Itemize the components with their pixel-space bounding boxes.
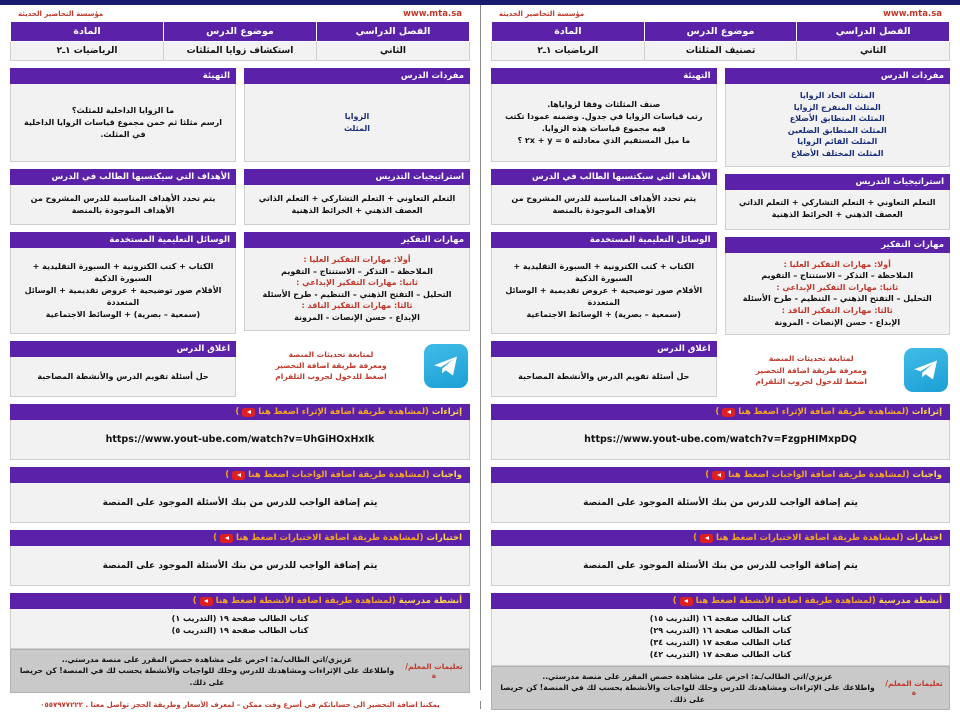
section-tests [491,530,950,586]
list-item: كتاب الطالب صفحة ١٩ (التدريب ١) [171,614,309,623]
enrichment-video-url[interactable]: https://www.yout-ube.com/watch?v=FzgpHIMxpDQ [584,434,857,445]
panel-content-strategies [244,185,470,225]
brand-website[interactable]: www.mta.sa [403,9,462,19]
paren-close: ) [235,407,240,417]
section-header-enrichment[interactable] [10,404,470,420]
panel-teaching-aids [491,232,717,334]
thinking-items: الملاحظة – التذكر – الاستنتاج – التقويم [761,271,914,281]
aids-line: الأقلام صور توضيحية + عروض تقديمية + الوسائل المتعددة [505,285,703,307]
brand-organization: مؤسسة التحاضير الحديثة [18,10,104,18]
section-title-homework: واجبات [432,470,462,480]
section-subtitle-tests: (لمشاهدة طريقة اضافة الاختبارات اضغط هنا [716,533,904,543]
paren-close: ) [672,596,677,606]
paren-close: ) [705,470,710,480]
list-item: المثلث الحاد الزوايا [799,91,875,100]
list-item: كتاب الطالب صفحة ١٦ (التدريب ٢٩) [649,626,792,635]
section-body-enrichment [10,420,470,460]
paren-close: ) [715,407,720,417]
teacher-instructions-text [17,654,397,688]
section-tests [10,530,470,586]
section-subtitle-enrichment: (لمشاهدة طريقة اضافة الإثراء اضغط هنا [258,407,429,417]
section-activities [491,593,950,710]
panel-title-teaching-aids: الوسائل التعليمية المستخدمة [491,232,717,248]
paren-close: ) [213,533,217,543]
youtube-play-icon[interactable] [232,471,245,480]
panel-content-preparation [491,84,717,162]
cell-term: الثاني [797,42,950,61]
teacher-note-line: عزيزي/اتي الطالب/ـة: احرص على مشاهدة حصص المقرر على منصة مدرستي.. [61,655,353,664]
telegram-promo-text [727,353,897,387]
section-title-activities: أنشطة مدرسية [878,596,942,606]
teacher-instructions [491,666,950,710]
telegram-line: ومعرفة طريقة اضافة التحضير [275,360,387,370]
strategies-line: التعلم التعاوني + التعلم التشاركي + التعلم الذاتي [739,198,936,208]
teacher-instructions-text [498,671,877,705]
panel-thinking-skills [244,232,470,331]
thinking-label: أولا: مهارات التفكير العليا : [303,255,411,264]
footer-text-right: يمكننا اضافة التحضير الى حساباتكم في أسرع وقت ممكن – لمعرف الأسعار وطريقة الحجز تواصل معنا . ٠٥٥٧٩٧٧٢٢٢ [40,701,440,709]
cell-subject: الرياضيات ١ـ٢ [492,42,645,61]
section-subtitle-enrichment: (لمشاهدة طريقة اضافة الإثراء اضغط هنا [738,407,909,417]
column-secondary [244,68,470,404]
youtube-play-icon[interactable] [200,597,213,606]
panel-preparation [491,68,717,162]
section-body-tests: يتم إضافة الواجب للدرس من بنك الأسئلة الموجود على المنصة [10,546,470,586]
telegram-line: اضغط للدخول لجروب التلقرام [275,372,387,382]
lesson-sheet-right [0,5,480,690]
cell-topic: استكشاف زوايا المثلثات [164,42,317,61]
thinking-group [251,254,463,324]
youtube-play-icon[interactable] [700,534,713,543]
section-homework [10,467,470,523]
aids-line: (سمعية – بصرية) + الوسائط الاجتماعية [45,309,201,319]
thinking-label: ثانيا: مهارات التفكير الإبداعي : [776,282,899,292]
column-primary [10,68,236,404]
thinking-items: الإبداع - حسن الإنصات - المرونة [294,312,420,322]
brand-website[interactable]: www.mta.sa [883,9,942,19]
panel-content-objectives: يتم تحدد الأهداف المناسبة للدرس المشروح من الأهداف الموجودة بالمنصة [491,185,717,225]
vocabulary-list [251,111,463,134]
list-item: المثلث القائم الزوايا [797,137,878,147]
column-header-subject: المادة [11,22,164,42]
section-enrichment [10,404,470,460]
section-body-enrichment [491,420,950,460]
table-row [492,42,950,61]
section-subtitle-tests: (لمشاهدة طريقة اضافة الاختبارات اضغط هنا [236,533,424,543]
panel-title-vocabulary: مفردات الدرس [725,68,951,84]
column-header-topic: موضوع الدرس [164,22,317,42]
panel-closure [10,341,236,397]
telegram-icon[interactable] [904,348,948,392]
panel-content-vocabulary [725,84,951,167]
lesson-sheet-left [480,5,960,704]
list-item: كتاب الطالب صفحة ١٦ (التدريب ١٥) [649,614,792,623]
panel-title-objectives: الأهداف التي سيكتسبها الطالب في الدرس [10,169,236,185]
panel-content-closure: حل أسئلة تقويم الدرس والأنشطة المصاحبة [491,357,717,397]
panel-title-thinking-skills: مهارات التفكير [725,237,951,253]
two-column-body [491,68,950,404]
paren-close: ) [192,596,197,606]
thinking-items: الملاحظة – التذكر – الاستنتاج – التقويم [281,266,433,276]
section-homework [491,467,950,523]
table-header-row [11,22,470,42]
telegram-line: ومعرفة طريقة اضافة التحضير [755,365,867,375]
section-header-activities[interactable] [491,593,950,609]
panel-content-preparation [10,84,236,162]
youtube-play-icon[interactable] [712,471,725,480]
panel-vocabulary [725,68,951,167]
preparation-line: ما ميل المستقيم الذي معادلته ٥ = ٢x + y ؟ [517,135,691,145]
paren-close: ) [225,470,230,480]
preparation-line: صنف المثلثات وفقا لزواياها. [547,99,661,109]
panel-title-teaching-aids: الوسائل التعليمية المستخدمة [10,232,236,248]
strategies-line: التعلم التعاوني + التعلم التشاركي + التعلم الذاتي [258,193,456,203]
panel-content-teaching-aids [10,248,236,334]
list-item: المثلث المتطابق الضلعين [787,125,887,135]
section-subtitle-activities: (لمشاهدة طريقة اضافة الأنشطة اضغط هنا [215,596,396,606]
column-header-term: الفصل الدراسي [797,22,950,42]
panel-title-preparation: التهيئة [491,68,717,84]
cell-topic: تصنيف المثلثات [644,42,797,61]
thinking-items: الإبداع - حسن الإنصات - المرونة [774,317,901,327]
list-item: كتاب الطالب صفحة ١٧ (التدريب ٣٤) [649,638,792,647]
thinking-items: التحليل – التفتح الذهني – التنظيم - طرح الأسئلة [742,294,932,304]
section-title-tests: اختبارات [906,533,942,543]
teacher-note-line: واطلاعك على الإثراءات ومشاهدتك للدرس وحلك للواجبات والأنشطة يحسب لك في المنصة! كن حريصا على ذلك. [19,666,395,687]
panel-teaching-aids [10,232,236,334]
section-body-tests: يتم إضافة الواجب للدرس من بنك الأسئلة الموجود على المنصة [491,546,950,586]
panel-content-closure: حل أسئلة تقويم الدرس والأنشطة المصاحبة [10,357,236,397]
telegram-line: لمتابعة تحديثات المنصة [288,349,374,359]
preparation-line: ما الزوايا الداخلية للمثلث؟ [71,105,175,115]
thinking-items: التحليل – التفتح الذهني – التنظيم - طرح الأسئلة [262,289,452,299]
list-item: كتاب الطالب صفحة ١٧ (التدريب ٤٢) [649,650,792,659]
youtube-play-icon[interactable] [722,408,735,417]
section-header-enrichment[interactable] [491,404,950,420]
panel-objectives [10,169,236,225]
aids-line: الأقلام صور توضيحية + عروض تقديمية + الوسائل المتعددة [24,285,222,307]
panel-title-preparation: التهيئة [10,68,236,84]
section-title-tests: اختبارات [426,533,462,543]
panel-title-strategies: استراتيجيات التدريس [725,174,951,190]
strategies-line: العصف الذهني + الخرائط الذهنية [291,205,423,215]
teacher-note-line: واطلاعك على الإثراءات ومشاهدتك للدرس وحلك للواجبات والأنشطة يحسب لك في المنصة! كن حريصا على ذلك. [500,683,875,704]
panel-title-objectives: الأهداف التي سيكتسبها الطالب في الدرس [491,169,717,185]
section-subtitle-homework: (لمشاهدة طريقة اضافة الواجبات اضغط هنا [728,470,910,480]
section-body-activities [10,609,470,649]
telegram-promo[interactable] [244,338,470,394]
teacher-instructions-label: تعليمات المعلم/ة [405,661,463,680]
panel-strategies [725,174,951,230]
strategies-line: العصف الذهني + الخرائط الذهنية [771,210,903,220]
section-header-tests[interactable] [10,530,470,546]
table-row [11,42,470,61]
section-title-enrichment: إثراءات [431,407,462,417]
panel-title-thinking-skills: مهارات التفكير [244,232,470,248]
thinking-label: ثانيا: مهارات التفكير الإبداعي : [296,278,418,288]
teacher-instructions [10,649,470,693]
panel-content-objectives: يتم تحدد الأهداف المناسبة للدرس المشروح من الأهداف الموجودة بالمنصة [10,185,236,225]
section-title-enrichment: إثراءات [911,407,942,417]
cell-term: الثاني [317,42,470,61]
panel-title-closure: اغلاق الدرس [10,341,236,357]
list-item: المثلث المتطابق الأضلاع [789,114,885,124]
panel-strategies [244,169,470,225]
telegram-promo[interactable] [725,342,951,398]
panel-closure [491,341,717,397]
lesson-info-table [10,21,470,61]
table-header-row [492,22,950,42]
panel-objectives [491,169,717,225]
column-header-topic: موضوع الدرس [644,22,797,42]
cell-subject: الرياضيات ١ـ٢ [11,42,164,61]
telegram-promo-text [246,349,416,383]
branding-row [10,9,470,19]
section-activities [10,593,470,693]
thinking-label: أولا: مهارات التفكير العليا : [783,259,891,269]
vocabulary-list [732,90,944,160]
list-item: المثلث المختلف الأضلاع [790,148,884,158]
paren-close: ) [693,533,697,543]
telegram-line: لمتابعة تحديثات المنصة [768,354,854,364]
aids-line: (سمعية – بصرية) + الوسائط الاجتماعية [526,309,681,319]
panel-content-thinking-skills [244,248,470,331]
panel-content-teaching-aids [491,248,717,334]
youtube-play-icon[interactable] [242,408,255,417]
aids-line: الكتاب + كتب الكترونية + السبورة التقليدية + السبورة الذكية [513,261,695,283]
list-item: المثلث [343,123,371,133]
list-item: المثلث المنفرج الزوايا [793,102,881,112]
youtube-play-icon[interactable] [220,534,233,543]
panel-content-thinking-skills [725,253,951,336]
panel-title-vocabulary: مفردات الدرس [244,68,470,84]
section-header-tests[interactable] [491,530,950,546]
list-item: الزوايا [344,111,370,121]
telegram-icon[interactable] [424,344,468,388]
aids-line: الكتاب + كتب الكترونية + السبورة التقليدية + السبورة الذكية [32,261,214,283]
telegram-line: اضغط للدخول لجروب التلقرام [755,376,867,386]
panel-content-strategies [725,190,951,230]
thinking-label: ثالثا: مهارات التفكير الناقد : [781,305,893,315]
panel-title-strategies: استراتيجيات التدريس [244,169,470,185]
lesson-info-table [491,21,950,61]
section-header-homework[interactable] [10,467,470,483]
section-header-activities[interactable] [10,593,470,609]
section-subtitle-homework: (لمشاهدة طريقة اضافة الواجبات اضغط هنا [248,470,430,480]
column-primary [491,68,717,404]
section-body-activities [491,609,950,666]
thinking-label: ثالثا: مهارات التفكير الناقد : [301,301,413,311]
section-enrichment [491,404,950,460]
teacher-note-line: عزيزي/اتي الطالب/ـة: احرص على مشاهدة حصص المقرر على منصة مدرستي.. [542,672,833,681]
section-body-homework: يتم إضافة الواجب للدرس من بنك الأسئلة الموجود على المنصة [10,483,470,523]
column-secondary [725,68,951,404]
panel-preparation [10,68,236,162]
section-body-homework: يتم إضافة الواجب للدرس من بنك الأسئلة الموجود على المنصة [491,483,950,523]
panel-vocabulary [244,68,470,162]
section-title-activities: أنشطة مدرسية [398,596,462,606]
column-header-subject: المادة [492,22,645,42]
section-title-homework: واجبات [912,470,942,480]
brand-organization: مؤسسة التحاضير الحديثة [499,10,585,18]
panel-content-vocabulary [244,84,470,162]
youtube-play-icon[interactable] [680,597,693,606]
thinking-group [732,259,944,329]
enrichment-video-url[interactable]: https://www.yout-ube.com/watch?v=UhGiHOxHxIk [105,434,375,445]
section-subtitle-activities: (لمشاهدة طريقة اضافة الأنشطة اضغط هنا [695,596,876,606]
preparation-line: ارسم مثلثا ثم خمن مجموع قياسات الزوايا الداخلية في المثلث. [23,117,223,139]
section-header-homework[interactable] [491,467,950,483]
panel-thinking-skills [725,237,951,336]
list-item: كتاب الطالب صفحة ١٩ (التدريب ٥) [171,626,309,635]
two-column-body [10,68,470,404]
teacher-instructions-label: تعليمات المعلم/ة [885,678,943,697]
branding-row [491,9,950,19]
panel-title-closure: اغلاق الدرس [491,341,717,357]
column-header-term: الفصل الدراسي [317,22,470,42]
preparation-line: رتب قياسات الزوايا في جدول. وضمنه عمودا تكتب فيه مجموع قياسات هذه الزوايا. [505,111,703,133]
